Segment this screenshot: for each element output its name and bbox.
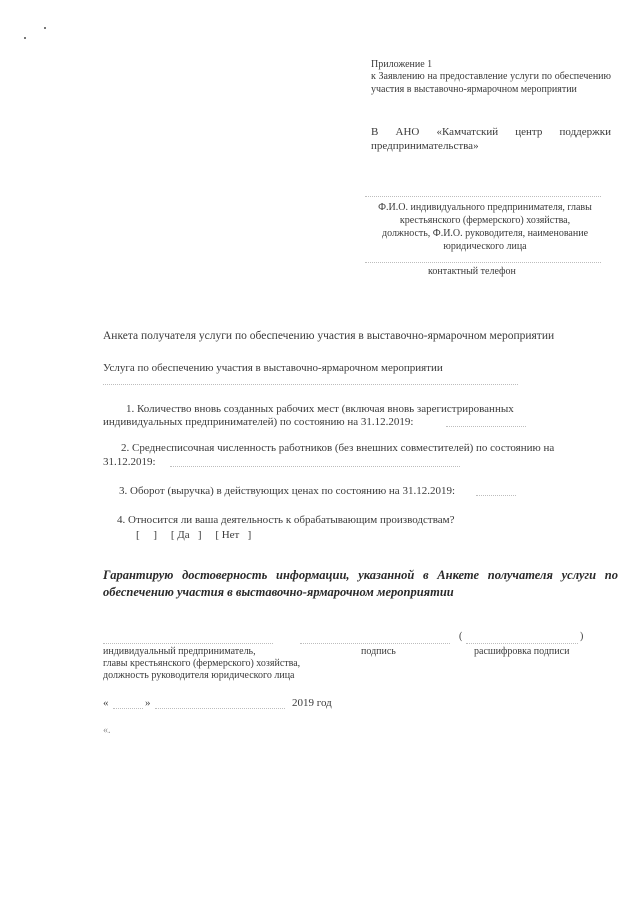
appendix-title: Приложение 1 [371, 59, 433, 70]
phone-line[interactable] [365, 262, 601, 263]
addressee [371, 125, 611, 153]
phone-label: контактный телефон [428, 266, 516, 277]
date-month[interactable] [155, 708, 285, 709]
service-label: Услуга по обеспечению участия в выставочно-ярмарочном мероприятии [103, 362, 443, 374]
date-quote-open: « [103, 697, 109, 709]
form-title: Анкета получателя услуги по обеспечению участия в выставочно-ярмарочном мероприятии [103, 330, 555, 342]
scan-speck [24, 37, 26, 39]
applicant-caption [360, 201, 610, 253]
decode-paren-close: ) [580, 631, 584, 642]
appendix-subtitle [371, 70, 611, 96]
addressee-text: В АНО «Камчатский центр поддержки предпринимательства» [371, 126, 611, 152]
applicant-name-line[interactable] [365, 196, 601, 197]
applicant-caption-line2: крестьянского (фермерского) хозяйства, [399, 215, 571, 226]
role-caption-2: главы крестьянского (фермерского) хозяйства, [103, 658, 301, 669]
applicant-caption-line4: юридического лица [443, 241, 527, 252]
option-no[interactable]: [ Нет ] [215, 529, 252, 541]
applicant-caption-line1: Ф.И.О. индивидуального предпринимателя, главы [378, 202, 592, 213]
question-2-line1: 2. Среднесписочная численность работников (без внешних совместителей) по состоянию на [121, 442, 555, 454]
question-1-line2: индивидуальных предпринимателей) по состоянию на 31.12.2019: [103, 416, 414, 428]
option-yes-label: Да [177, 529, 190, 541]
option-no-label: Нет [221, 529, 240, 541]
question-3-answer[interactable] [476, 495, 516, 496]
question-2-line2: 31.12.2019: [103, 456, 156, 468]
scan-speck [44, 27, 46, 29]
decode-paren-open: ( [459, 631, 463, 642]
sign-caption: подпись [361, 646, 396, 657]
answer-options [136, 528, 251, 542]
role-caption-3: должность руководителя юридического лица [103, 670, 295, 681]
footer-mark: «. [103, 725, 111, 736]
decode-caption: расшифровка подписи [474, 646, 570, 657]
date-year: 2019 год [292, 697, 332, 709]
question-4: 4. Относится ли ваша деятельность к обрабатывающим производствам? [117, 514, 455, 526]
date-quote-close: » [145, 697, 151, 709]
question-1-line1: 1. Количество вновь созданных рабочих мест (включая вновь зарегистрированных [126, 403, 514, 415]
question-2-answer[interactable] [170, 466, 460, 467]
role-line[interactable] [103, 643, 273, 644]
signature-line[interactable] [300, 643, 450, 644]
date-day[interactable] [113, 708, 143, 709]
service-field[interactable] [103, 384, 518, 385]
decode-line[interactable] [466, 643, 578, 644]
appendix-subtitle-text: к Заявлению на предоставление услуги по обеспечению участия в выставочно-ярмарочном мероприятии [371, 71, 611, 95]
question-1-answer[interactable] [446, 426, 526, 427]
guarantee-text: Гарантирую достоверность информации, указанной в Анкете получателя услуги по обеспечению участия в выставочно-ярмарочном мероприятии [103, 568, 618, 599]
checkbox-yes[interactable]: [ ] [136, 529, 158, 541]
applicant-caption-line3: должность, Ф.И.О. руководителя, наименование [381, 228, 589, 239]
role-caption-1: индивидуальный предприниматель, [103, 646, 256, 657]
guarantee-statement [103, 567, 618, 601]
option-yes[interactable]: [ Да ] [170, 529, 202, 541]
question-3: 3. Оборот (выручка) в действующих ценах по состоянию на 31.12.2019: [119, 485, 455, 497]
